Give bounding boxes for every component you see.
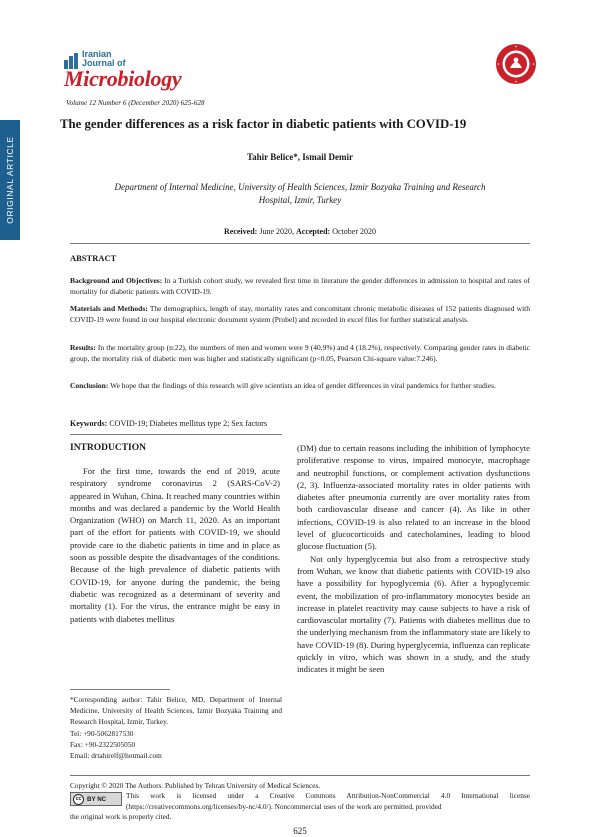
fax: Fax: +90-2322505050 — [70, 739, 136, 749]
telephone: Tel: +90-5062817530 — [70, 728, 134, 738]
cc-license-badge[interactable] — [70, 792, 122, 806]
introduction-heading: INTRODUCTION — [70, 443, 147, 453]
accepted-date: October 2020 — [332, 227, 376, 236]
methods-label: Materials and Methods: — [70, 304, 148, 313]
paragraph: For the first time, towards the end of 2019, acute respiratory syndrome coronavirus 2 (SARS-CoV-2) appeared in Wuhan, China. It reached many countries within months and was declared a pandemic by the World Health Organization (WHO) on March 11, 2020. As an important part of the effort for patients with COVID-19, we should provide care to the diabetic patients in time and in place as soon as possible despite the disadvantages of the conditions. Because of the high prevalence of diabetic patients with COVID-19, for anyone during the pandemic, the being diabetic was recognized as a determinant of severity and mortality (1). For the virus, the entrance might be easy in patients with diabetes mellitus — [70, 466, 280, 624]
footnote-divider — [70, 689, 170, 690]
paragraph: (DM) due to certain reasons including the inhibition of lymphocyte proliferative response to virus, impaired monocyte, macrophage and neutrophil functions, or complement activation dysfunctions (2, 3). Influenza-associated mortality rates in older patients with diabetes after pneumonia currently are over mortality rates from both cardiovascular disease and cancer (4). As like in other infections, COVID-19 is also related to an increase in the blood level of glucocorticoids and catecholamines, leading to blood glucose fluctuation (5). — [297, 443, 530, 552]
abstract-conclusion — [70, 380, 530, 391]
background-label: Background and Objectives: — [70, 276, 163, 285]
journal-name-line2: Journal of — [82, 58, 126, 68]
license-text: This work is licensed under a Creative Commons Attribution-NonCommercial 4.0 International license (https://creativecommons.org/licenses/by-nc/4.0/). Noncommercial uses of the work are permitted, provided — [126, 791, 530, 811]
cc-icon: cc — [73, 794, 84, 805]
results-text: In the mortality group (n:22), the numbers of men and women were 9 (40.9%) and 4 (18.2%), respectively. Comparing gender rates in diabetic group, the mortality risk of diabetic men was higher and statistically significant (p<0.05, Pearson Chi-square value:7.246). — [70, 343, 531, 364]
corresponding-author-footnote — [70, 694, 282, 761]
abstract-heading: ABSTRACT — [70, 253, 117, 263]
authors: Tahir Belice*, Ismail Demir — [247, 152, 353, 162]
journal-logo — [64, 49, 214, 97]
article-title: The gender differences as a risk factor in diabetic patients with COVID-19 — [60, 117, 467, 131]
introduction-left-column — [70, 465, 280, 625]
email: Email: drtahirelf@hotmail.com — [70, 751, 162, 761]
volume-info: Volume 12 Number 6 (December 2020) 625-628 — [66, 99, 205, 107]
background-text: In a Turkish cohort study, we revealed first time in literature the gender differences in admission to hospital and rates of mortality for diabetic patients with COVID-19. — [70, 276, 531, 297]
abstract-background — [70, 275, 530, 298]
article-type-tab — [0, 120, 20, 240]
society-seal-icon — [495, 43, 537, 85]
divider — [70, 243, 530, 244]
methods-text: The demographics, length of stay, mortality rates and concomitant chronic metabolic diseases of 152 patients diagnosed with COVID-19 were found in our hospital electronic document system (Probel) and recorded in excel files for further statistical analysis. — [70, 304, 530, 325]
journal-name-line3: Microbiology — [64, 66, 182, 91]
page-number: 625 — [293, 826, 307, 836]
conclusion-label: Conclusion: — [70, 381, 109, 390]
keywords — [70, 419, 267, 428]
divider — [70, 434, 282, 435]
cc-badge-text: BY NC — [87, 796, 107, 803]
article-type-label: ORIGINAL ARTICLE — [5, 136, 15, 224]
copyright: Copyright © 2020 The Authors. Published by Tehran University of Medical Sciences. — [70, 781, 321, 790]
article-dates — [0, 227, 600, 236]
keywords-label: Keywords: — [70, 419, 108, 428]
introduction-right-column — [297, 442, 530, 676]
license-text-continued: the original work is properly cited. — [70, 812, 172, 821]
journal-name-line1: Iranian — [82, 49, 112, 59]
received-date: June 2020, — [259, 227, 294, 236]
abstract-methods — [70, 303, 530, 326]
received-label: Received: — [224, 227, 258, 236]
abstract-results — [70, 342, 530, 365]
affiliation: Department of Internal Medicine, University of Health Sciences, Izmir Bozyaka Training and Research Hospital, Izmir, Turkey — [114, 182, 486, 205]
results-label: Results: — [70, 343, 96, 352]
accepted-label: Accepted: — [296, 227, 331, 236]
paragraph: Not only hyperglycemia but also from a retrospective study from Wuhan, we know that diabetic patients with COVID-19 also have a possibility for hypoglycemia (6). After a hypoglycemic event, the mobilization of pro-inflammatory monocytes beside an increase in platelet reactivity may cause subjects to have a risk of cardiovascular mortality (7). Patients with diabetes mellitus due to the underlying mechanism from the inflammatory state are likely to have COVID-19 (8). During hyperglycemia, influenza can replicate quickly in vitro, which was shown in a study, and the study indicates it might be seen — [297, 553, 530, 675]
keywords-text: COVID-19; Diabetes mellitus type 2; Sex factors — [109, 419, 268, 428]
divider — [70, 775, 530, 776]
corresponding-author: *Corresponding author: Tahir Belice, MD, Department of Internal Medicine, University of Health Sciences, Izmir Bozyaka Training and Research Hospital, Izmir, Turkey. — [70, 695, 282, 727]
conclusion-text: We hope that the findings of this research will give scientists an idea of gender differences in viral pandemics for further studies. — [110, 381, 496, 390]
